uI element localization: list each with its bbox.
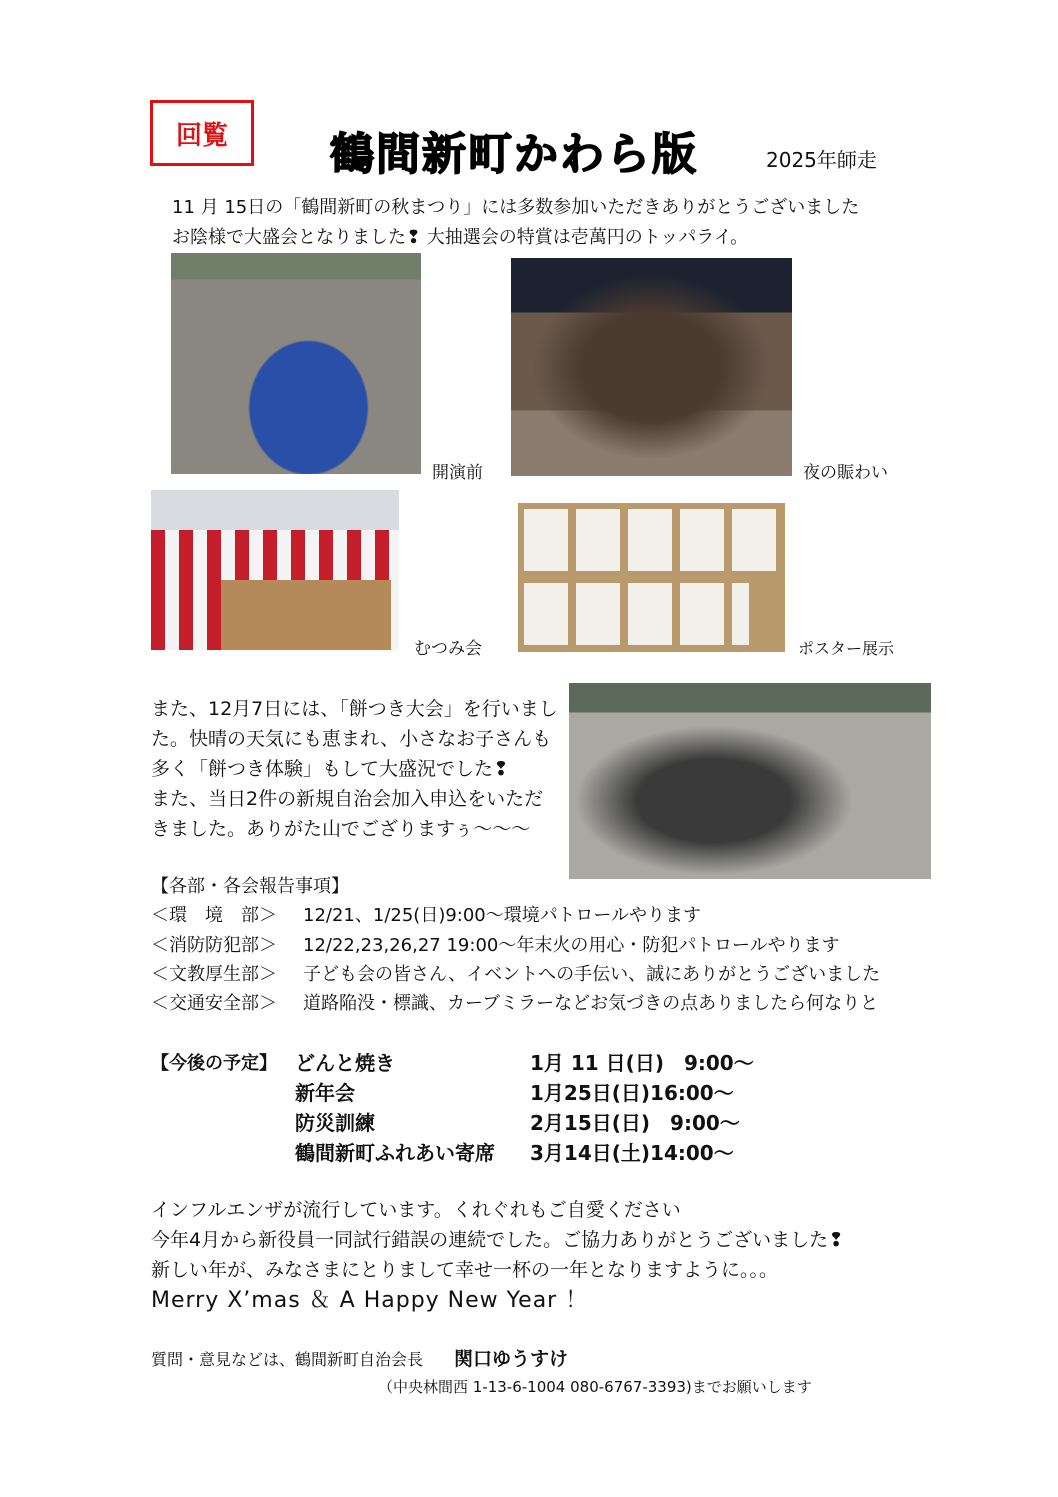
intro-line: 11 月 15日の「鶴間新町の秋まつり」には多数参加いただきありがとうございました: [172, 197, 860, 218]
mochi-line: た。快晴の天気にも恵まれ、小さなお子さんも: [151, 728, 552, 750]
contact-lead: 質問・意見などは、鶴間新町自治会長: [151, 1350, 424, 1369]
photo-mochi-event: [569, 683, 931, 879]
schedule-event: 鶴間新町ふれあい寄席: [295, 1141, 495, 1165]
schedule-date: 3月14日(土)14:00～: [530, 1141, 734, 1165]
photo-before-show: [171, 253, 421, 474]
photo-caption: 夜の賑わい: [803, 463, 888, 483]
circulation-stamp: 回覧: [150, 100, 254, 166]
schedule-date: 2月15日(日) 9:00～: [530, 1111, 740, 1135]
intro-line: お陰様で大盛会となりました❢ 大抽選会の特賞は壱萬円のトッパライ。: [172, 227, 749, 248]
closing-line: インフルエンザが流行しています。くれぐれもご自愛ください: [151, 1199, 681, 1221]
issue-date: 2025年師走: [766, 148, 877, 172]
mochi-line: また、当日2件の新規自治会加入申込をいただ: [151, 788, 544, 810]
report-dept: ＜文教厚生部＞: [151, 964, 277, 985]
photo-night-crowd: [511, 258, 792, 476]
photo-caption: むつみ会: [414, 639, 482, 659]
contact-address: （中央林間西 1-13-6-1004 080-6767-3393)までお願いします: [378, 1378, 812, 1396]
report-dept: ＜消防防犯部＞: [151, 935, 277, 956]
schedule-event: どんと焼き: [295, 1051, 395, 1075]
report-text: 12/21、1/25(日)9:00～環境パトロールやります: [303, 905, 702, 926]
mochi-line: 多く「餅つき体験」もして大盛況でした❢: [151, 758, 509, 780]
schedule-date: 1月25日(日)16:00～: [530, 1081, 734, 1105]
schedule-event: 新年会: [295, 1081, 355, 1105]
closing-line: 新しい年が、みなさまにとりまして幸せ一杯の一年となりますように。。。: [151, 1259, 779, 1281]
report-dept: ＜環 境 部＞: [151, 905, 277, 926]
photo-poster-exhibit: [518, 503, 785, 652]
schedule-event: 防災訓練: [295, 1111, 375, 1135]
photo-caption: 開演前: [432, 463, 483, 483]
schedule-date: 1月 11 日(日) 9:00～: [530, 1051, 754, 1075]
mochi-line: きました。ありがた山でござりますぅ～～～: [151, 818, 531, 840]
report-dept: ＜交通安全部＞: [151, 993, 277, 1014]
reports-heading: 【各部・各会報告事項】: [151, 876, 349, 897]
report-text: 道路陥没・標識、カーブミラーなどお気づきの点ありましたら何なりと: [303, 993, 879, 1014]
chairperson-name: 関口ゆうすけ: [454, 1348, 569, 1370]
report-text: 12/22,23,26,27 19:00～年末火の用心・防犯パトロールやります: [303, 935, 840, 956]
closing-line: 今年4月から新役員一同試行錯誤の連続でした。ご協力ありがとうございました❢: [151, 1229, 845, 1251]
report-text: 子ども会の皆さん、イベントへの手伝い、誠にありがとうございました: [303, 964, 881, 985]
photo-caption: ポスター展示: [798, 639, 895, 658]
newsletter-title: 鶴間新町かわら版: [330, 129, 698, 180]
holiday-greeting: Merry X’mas ＆ A Happy New Year ！: [151, 1288, 589, 1313]
photo-mutsumi-club: [151, 490, 399, 650]
mochi-line: また、12月7日には、「餅つき大会」を行いまし: [151, 698, 558, 720]
schedule-heading: 【今後の予定】: [151, 1053, 277, 1074]
